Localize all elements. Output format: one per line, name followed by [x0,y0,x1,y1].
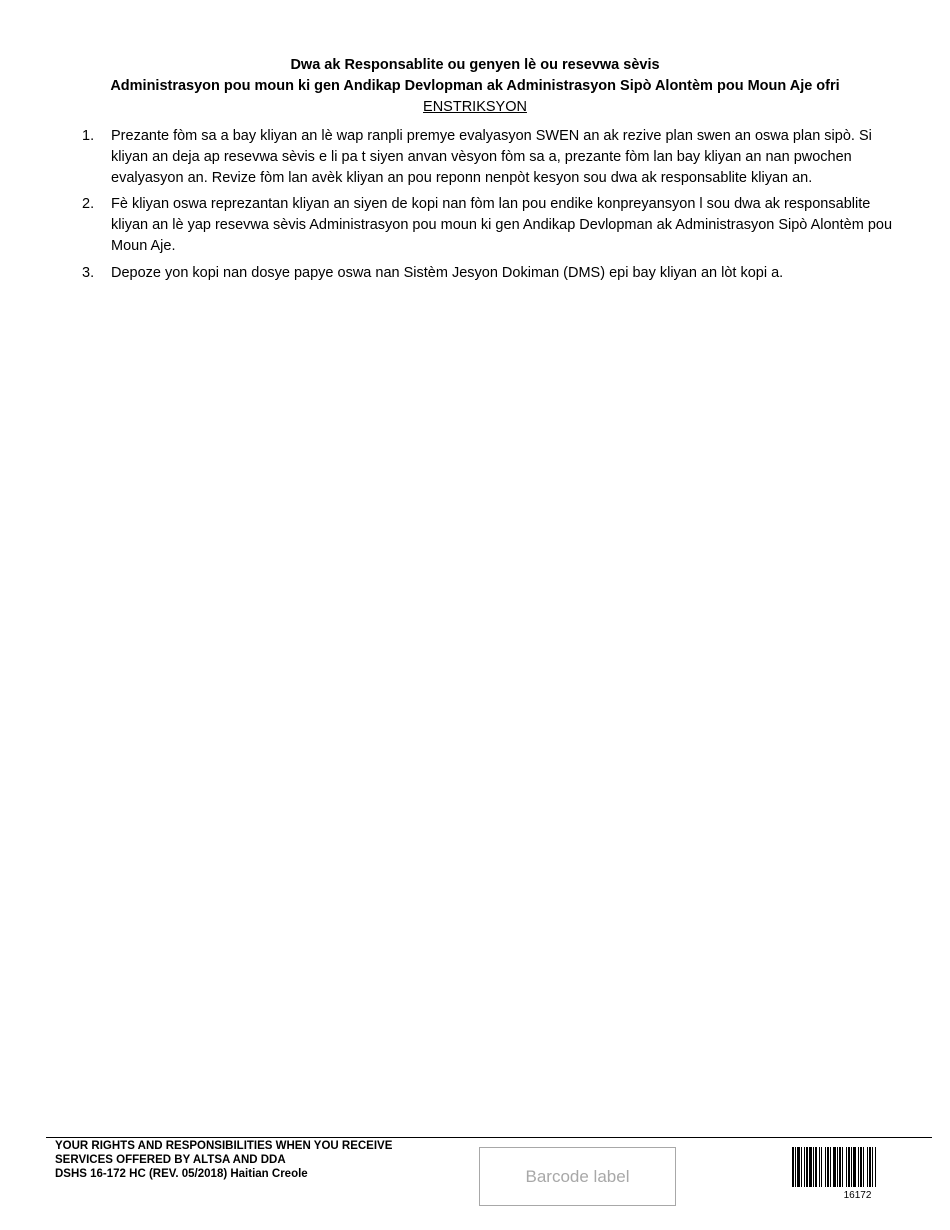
barcode-bar [833,1147,836,1187]
barcode-bar [809,1147,812,1187]
barcode-bar [858,1147,859,1187]
section-heading: ENSTRIKSYON [423,99,527,115]
barcode-bar [869,1147,871,1187]
barcode-bar [792,1147,794,1187]
barcode-bar [842,1147,843,1187]
item-text: Depoze yon kopi nan dosye papye oswa nan Sistèm Jesyon Dokiman (DMS) epi bay kliyan an lòt kopi a. [111,264,784,281]
barcode-bar [819,1147,820,1187]
instructions-list [82,126,897,290]
barcode-bar [813,1147,814,1187]
title-line-1: Dwa ak Responsablite ou genyen lè ou resevwa sèvis [290,57,660,73]
barcode-bar [825,1147,826,1187]
barcode-bar [801,1147,802,1187]
item-number: 1. [82,128,95,144]
item-number: 2. [82,196,95,213]
barcode-label-text: Barcode label [525,1166,630,1186]
barcode-bar [867,1147,868,1187]
footer-divider [46,1137,932,1138]
barcode-bar [863,1147,864,1187]
barcode-bar [827,1147,829,1187]
list-item [82,126,897,188]
barcode-bar [815,1147,817,1187]
footer-line-1: YOUR RIGHTS AND RESPONSIBILITIES WHEN YOU RECEIVE [55,1140,393,1152]
footer-form-info [55,1139,392,1181]
barcode-bar [846,1147,847,1187]
barcode-bar [806,1147,808,1187]
barcode-bar [853,1147,856,1187]
item-number: 3. [82,264,95,281]
barcode-label-box [479,1147,676,1206]
barcode-bar [839,1147,841,1187]
barcode-bar [851,1147,852,1187]
barcode-number: 16172 [843,1190,872,1201]
barcode-bar [821,1147,822,1187]
barcode-bar [848,1147,850,1187]
barcode-bar [830,1147,831,1187]
item-text: Fè kliyan oswa reprezantan kliyan an siyen de kopi nan fòm lan pou endike konpreyansyon l sou dwa ak responsablite kliyan an lè yap resevwa sèvis Administrasyon pou moun ki gen Andikap Devlopman ak Administrasyon Sipò Alontèm pou Moun Aje. [111,196,893,254]
footer-line-2: SERVICES OFFERED BY ALTSA AND DDA [55,1154,286,1166]
barcode-bar [872,1147,873,1187]
barcode-bar [797,1147,800,1187]
barcode-bar [837,1147,838,1187]
footer-form-number: DSHS 16-172 HC (REV. 05/2018) Haitian Creole [55,1168,308,1180]
list-item [82,263,897,284]
barcode-bar [795,1147,796,1187]
list-item [82,194,897,256]
document-header [0,56,950,117]
barcode-bar [804,1147,805,1187]
barcode-bar [875,1147,876,1187]
title-line-2: Administrasyon pou moun ki gen Andikap Devlopman ak Administrasyon Sipò Alontèm pou Moun Aje ofri [110,78,840,94]
barcode-icon [792,1147,923,1187]
item-text: Prezante fòm sa a bay kliyan an lè wap ranpli premye evalyasyon SWEN an ak rezive plan swen an oswa plan sipò. Si kliyan an deja ap resevwa sèvis e li pa t siyen anvan vèsyon fòm sa a, prezante fòm lan bay kliyan an nan pwochen evalyasyon an. Revize fòm lan avèk kliyan an pou reponn nenpòt kesyon sou dwa ak responsablite kliyan an. [111,128,872,186]
barcode-bar [860,1147,862,1187]
